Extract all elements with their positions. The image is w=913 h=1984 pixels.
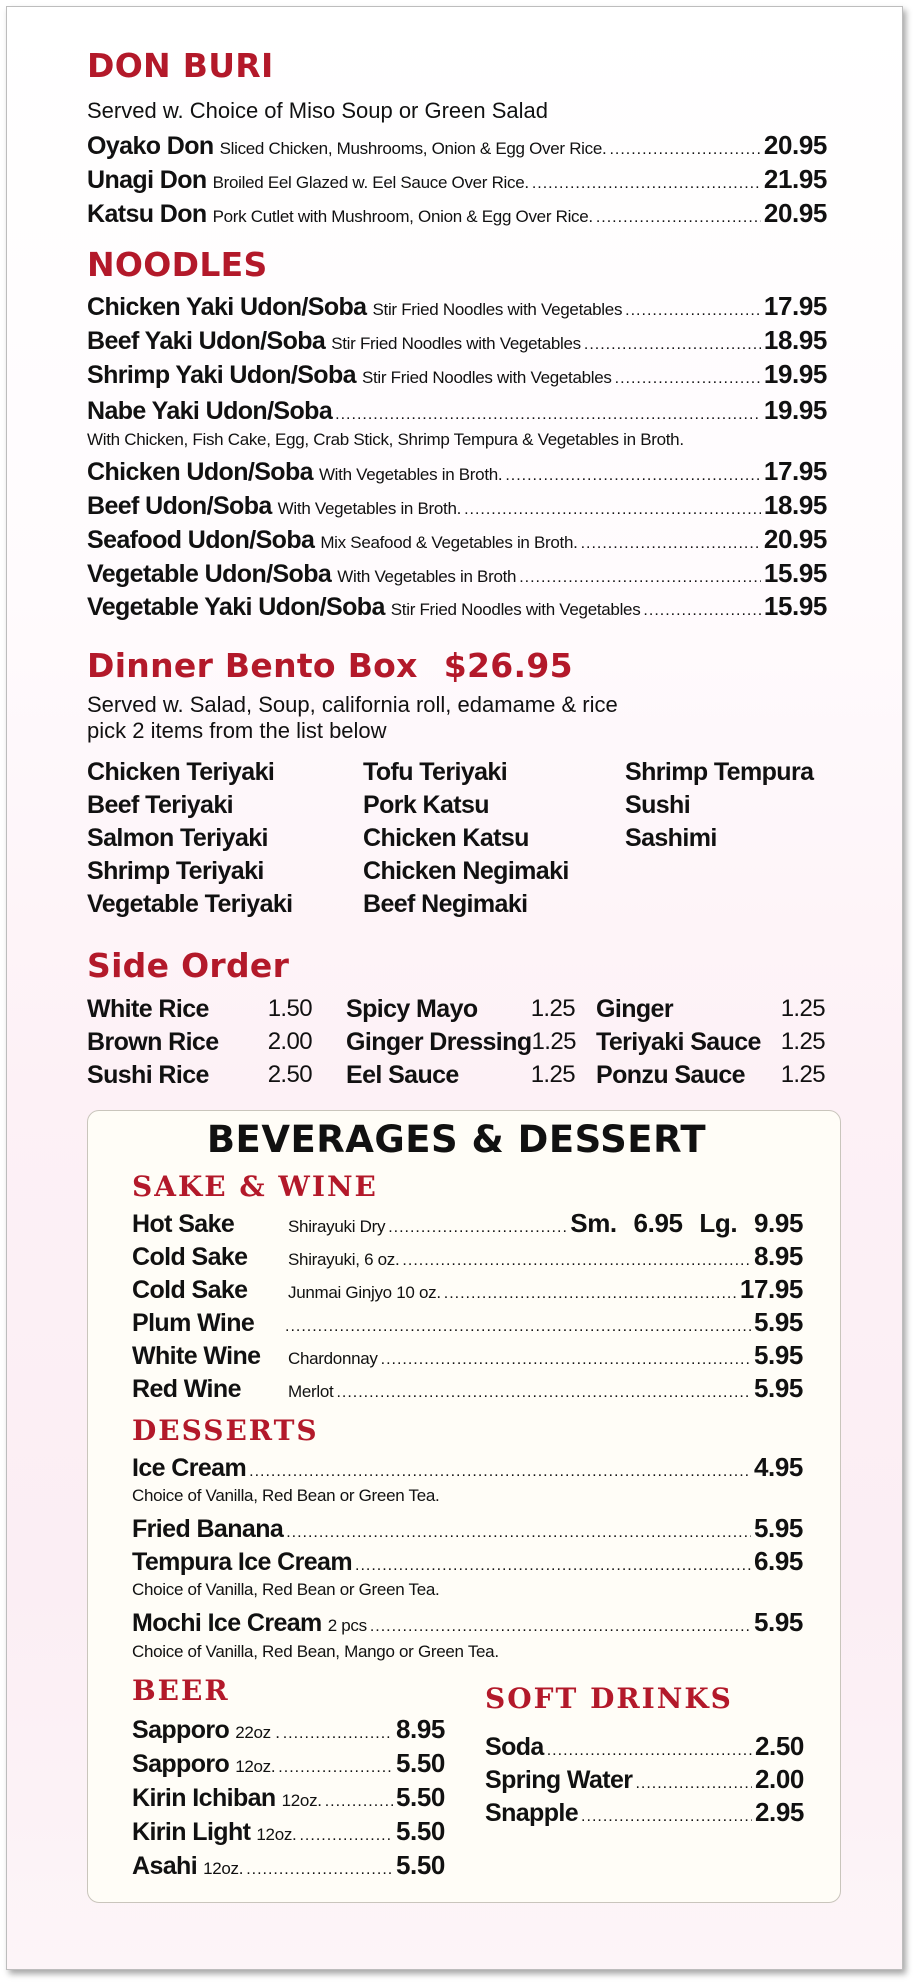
- menu-item-row: Vegetable Yaki Udon/Soba Stir Fried Noodles with Vegetables ..... 15.95: [87, 591, 827, 622]
- side-item: White Rice 1.50: [87, 995, 312, 1023]
- dessert-note: Choice of Vanilla, Red Bean, Mango or Green Tea.: [132, 1642, 499, 1661]
- bento-option: Chicken Negimaki: [363, 857, 569, 885]
- menu-item-row: Soda ..... 2.50: [485, 1731, 804, 1762]
- menu-item-row: Fried Banana ..... 5.95: [132, 1513, 803, 1544]
- bento-option: Tofu Teriyaki: [363, 758, 508, 786]
- menu-item-row: Beef Udon/Soba With Vegetables in Broth. ..... 18.95: [87, 490, 827, 521]
- bento-option: Chicken Teriyaki: [87, 758, 275, 786]
- dessert-note: Choice of Vanilla, Red Bean or Green Tea.: [132, 1486, 440, 1505]
- menu-item-row: Ice Cream ..... 4.95: [132, 1452, 803, 1483]
- bento-option: Shrimp Teriyaki: [87, 857, 264, 885]
- bento-line-1: Served w. Salad, Soup, california roll, edamame & rice: [87, 692, 618, 717]
- menu-item-row: Tempura Ice Cream ..... 6.95: [132, 1546, 803, 1577]
- bento-option: Shrimp Tempura: [625, 758, 814, 786]
- beer-heading: BEER: [132, 1674, 230, 1707]
- menu-item-row: Cold Sake Junmai Ginjyo 10 oz. ..... 17.95: [132, 1274, 803, 1305]
- menu-item-row: Nabe Yaki Udon/Soba ..... 19.95: [87, 395, 827, 426]
- menu-item-row: Plum Wine ..... 5.95: [132, 1307, 803, 1338]
- menu-item-row: Chicken Yaki Udon/Soba Stir Fried Noodles with Vegetables ..... 17.95: [87, 291, 827, 322]
- menu-item-row: Kirin Ichiban 12oz. ..... 5.50: [132, 1782, 445, 1813]
- noodles-heading: NOODLES: [87, 245, 268, 284]
- bento-option: Pork Katsu: [363, 791, 489, 819]
- bento-line-2: pick 2 items from the list below: [87, 718, 387, 743]
- menu-item-row: Hot Sake Shirayuki Dry ..... Sm. 6.95 Lg. 9.95: [132, 1208, 803, 1239]
- beverages-heading: BEVERAGES & DESSERT: [206, 1118, 707, 1161]
- menu-item-row: Snapple ..... 2.95: [485, 1797, 804, 1828]
- bento-option: Sushi: [625, 791, 691, 819]
- menu-item-row: Asahi 12oz. ..... 5.50: [132, 1850, 445, 1881]
- menu-item-row: Chicken Udon/Soba With Vegetables in Broth. ..... 17.95: [87, 456, 827, 487]
- bento-heading: Dinner Bento Box $26.95: [87, 646, 573, 685]
- side-item: Teriyaki Sauce 1.25: [596, 1028, 825, 1056]
- menu-item-row: Sapporo 12oz. ..... 5.50: [132, 1748, 445, 1779]
- menu-item-row: Oyako Don Sliced Chicken, Mushrooms, Onion & Egg Over Rice. ..... 20.95: [87, 130, 827, 161]
- side-item: Sushi Rice 2.50: [87, 1061, 312, 1089]
- menu-item-row: Red Wine Merlot ..... 5.95: [132, 1373, 803, 1404]
- menu-item-row: Spring Water ..... 2.00: [485, 1764, 804, 1795]
- menu-item-row: Cold Sake Shirayuki, 6 oz. ..... 8.95: [132, 1241, 803, 1272]
- bento-option: Beef Teriyaki: [87, 791, 233, 819]
- menu-item-row: Shrimp Yaki Udon/Soba Stir Fried Noodles with Vegetables ..... 19.95: [87, 359, 827, 390]
- don-buri-subtitle: Served w. Choice of Miso Soup or Green Salad: [87, 98, 549, 123]
- side-item: Brown Rice 2.00: [87, 1028, 312, 1056]
- menu-item-row: Beef Yaki Udon/Soba Stir Fried Noodles with Vegetables ..... 18.95: [87, 325, 827, 356]
- bento-price: $26.95: [443, 646, 573, 685]
- bento-option: Sashimi: [625, 824, 717, 852]
- menu-item-row: Mochi Ice Cream 2 pcs ..... 5.95: [132, 1607, 803, 1638]
- soft-drinks-heading: SOFT DRINKS: [485, 1682, 733, 1715]
- bento-col-2: [363, 756, 569, 921]
- bento-option: Beef Negimaki: [363, 890, 528, 918]
- bento-option: Vegetable Teriyaki: [87, 890, 293, 918]
- side-item: Spicy Mayo 1.25: [346, 995, 575, 1023]
- side-order-heading: Side Order: [87, 946, 290, 985]
- nabe-note: With Chicken, Fish Cake, Egg, Crab Stick, Shrimp Tempura & Vegetables in Broth.: [87, 430, 684, 449]
- menu-item-row: Sapporo 22oz . ..... 8.95: [132, 1714, 445, 1745]
- sake-heading: SAKE & WINE: [132, 1170, 378, 1203]
- menu-item-row: Kirin Light 12oz. ..... 5.50: [132, 1816, 445, 1847]
- side-item: Ponzu Sauce 1.25: [596, 1061, 825, 1089]
- menu-item-row: White Wine Chardonnay ..... 5.95: [132, 1340, 803, 1371]
- side-item: Ginger 1.25: [596, 995, 825, 1023]
- menu-item-row: Unagi Don Broiled Eel Glazed w. Eel Sauce Over Rice. ..... 21.95: [87, 164, 827, 195]
- bento-col-1: [87, 756, 293, 921]
- bento-option: Chicken Katsu: [363, 824, 529, 852]
- side-item: Ginger Dressing 1.25: [346, 1028, 576, 1056]
- desserts-heading: DESSERTS: [132, 1414, 319, 1447]
- menu-item-row: Vegetable Udon/Soba With Vegetables in Broth ..... 15.95: [87, 558, 827, 589]
- don-buri-heading: DON BURI: [87, 46, 274, 85]
- menu-item-row: Katsu Don Pork Cutlet with Mushroom, Onion & Egg Over Rice. ..... 20.95: [87, 198, 827, 229]
- side-item: Eel Sauce 1.25: [346, 1061, 575, 1089]
- bento-col-3: [625, 756, 813, 855]
- menu-item-row: Seafood Udon/Soba Mix Seafood & Vegetables in Broth. ..... 20.95: [87, 524, 827, 555]
- dessert-note: Choice of Vanilla, Red Bean or Green Tea.: [132, 1580, 440, 1599]
- bento-option: Salmon Teriyaki: [87, 824, 268, 852]
